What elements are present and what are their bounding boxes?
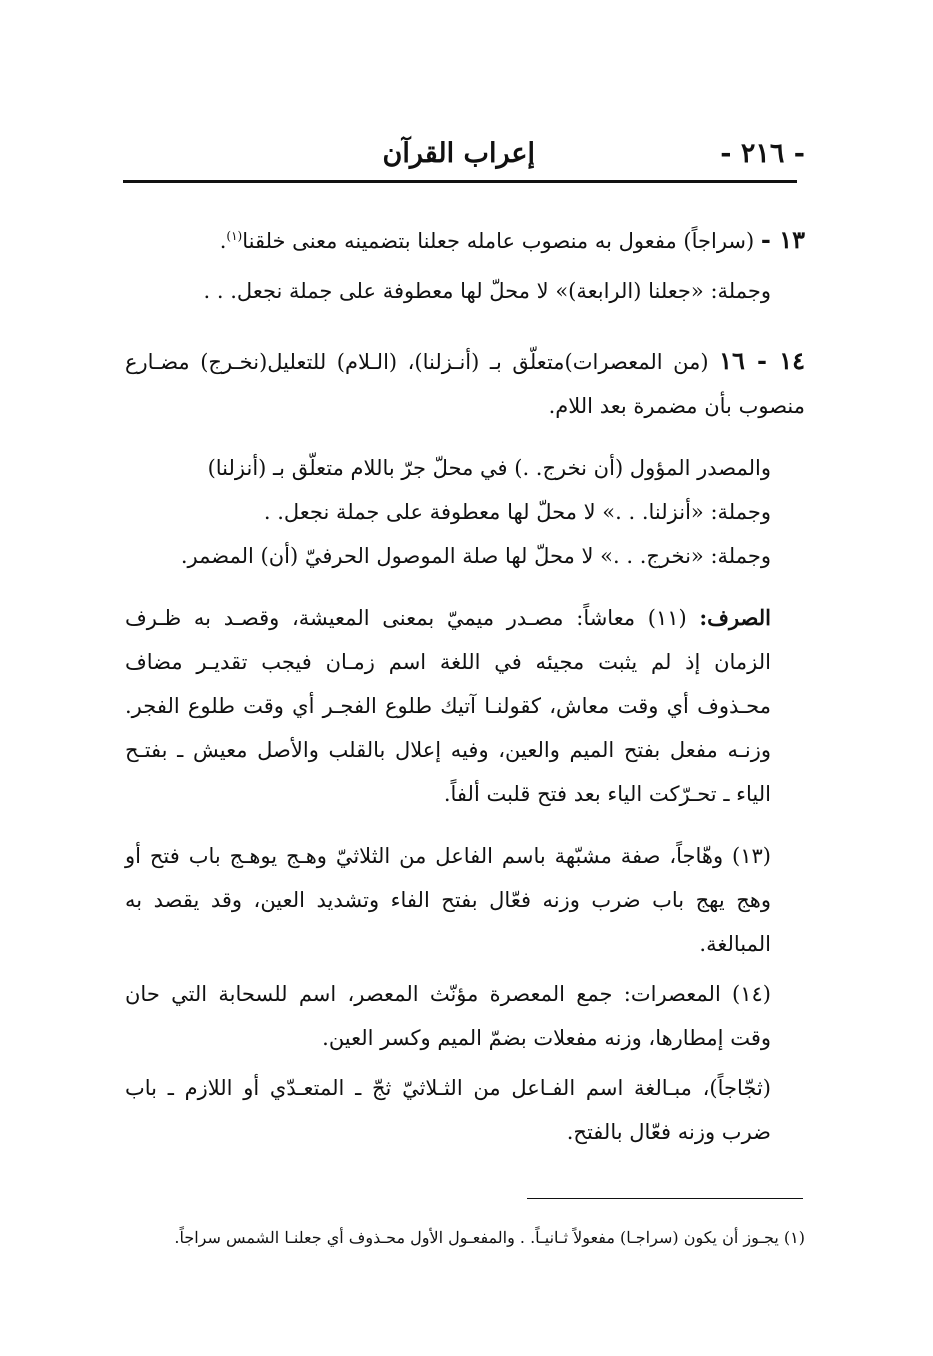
verse-number: ١٣ - [760, 225, 805, 254]
masdar-analysis: والمصدر المؤول (أن نخرج. .) في محلّ جرّ باللام متعلّق بـ (أنزلنا) [207, 456, 771, 480]
verse-14-16-paragraph [125, 339, 805, 428]
header-rule [123, 180, 797, 183]
footnote-ref: (١) [226, 229, 243, 243]
verse-13-paragraph [125, 218, 805, 263]
sentence-analysis: وجملة: «أنزلنا. . .» لا محلّ لها معطوفة على جملة نجعل. . [263, 500, 771, 524]
sentence-analysis: وجملة: «جعلنا (الرابعة)» لا محلّ لها معطوفة على جملة نجعل. . . [203, 279, 771, 303]
running-title: إعراب القرآن [382, 138, 535, 169]
paragraph-text: (من المعصرات)متعلّق بـ (أنـزلنا)، (الـلام) للتعليل(نخـرج) مضـارع منصوب بأن مضمرة بعد اللام. [125, 350, 805, 418]
page-number: - ٢١٦ - [720, 138, 805, 169]
paragraph-text: (١١) معاشاً: مصـدر ميميّ بمعنى المعيشة، وقصـد به ظـرف الزمان إذ لم يثبت مجيئه في اللغة اسم زمـان فيجب تقديـر مضاف محـذوف أي وقت معاش، كقولنـا آتيك طلوع الفجـر أي وقت طلوع الفجر. وزنـه مفعل بفتح الميم والعين، وفيه إعلال بالقلب والأصل معيش ـ بفتـح الياء ـ تحـرّكت الياء بعد فتح قلبت ألفاً. [125, 606, 771, 806]
sarf-label: الصرف: [699, 605, 771, 630]
paragraph-end: . [219, 229, 227, 253]
paragraph-text: (سراجاً) مفعول به منصوب عامله جعلنا بتضمينه معنى خلقنا [242, 229, 755, 253]
sentence-analysis: وجملة: «نخرج. . .» لا محلّ لها صلة الموصول الحرفيّ (أن) المضمر. [180, 544, 771, 568]
morphology-paragraph: (١٤) المعصرات: جمع المعصرة مؤنّث المعصر، اسم للسحابة التي حان وقت إمطارها، وزنه مفعلات بضمّ الميم وكسر العين. [125, 982, 771, 1050]
morphology-paragraph: (١٣) وهّاجاً، صفة مشبّهة باسم الفاعل من الثلاثيّ وهـج يوهـج باب فتح أو وهج يهج باب ضرب وزنه فعّال بفتح الفاء وتشديد العين، وقد يقصد به المبالغة. [125, 844, 771, 956]
morphology-paragraph: (ثجّاجاً)، مبـالغة اسم الفـاعل من الثـلاثيّ ثجّ ـ المتعـدّي أو اللازم ـ باب ضرب وزنه فعّال بالفتح. [125, 1076, 771, 1144]
footnote: (١) يجـوز أن يكون (سراجـا) مفعولاً ثـانيـاً. . والمفعـول الأول محـذوف أي جعلنـا الشمس سراجاً. [174, 1228, 805, 1247]
verse-number: ١٤ - ١٦ [719, 346, 805, 375]
footnote-rule [527, 1198, 803, 1199]
sarf-paragraph [125, 596, 805, 816]
page-body [125, 218, 805, 1154]
page-header [135, 138, 805, 182]
